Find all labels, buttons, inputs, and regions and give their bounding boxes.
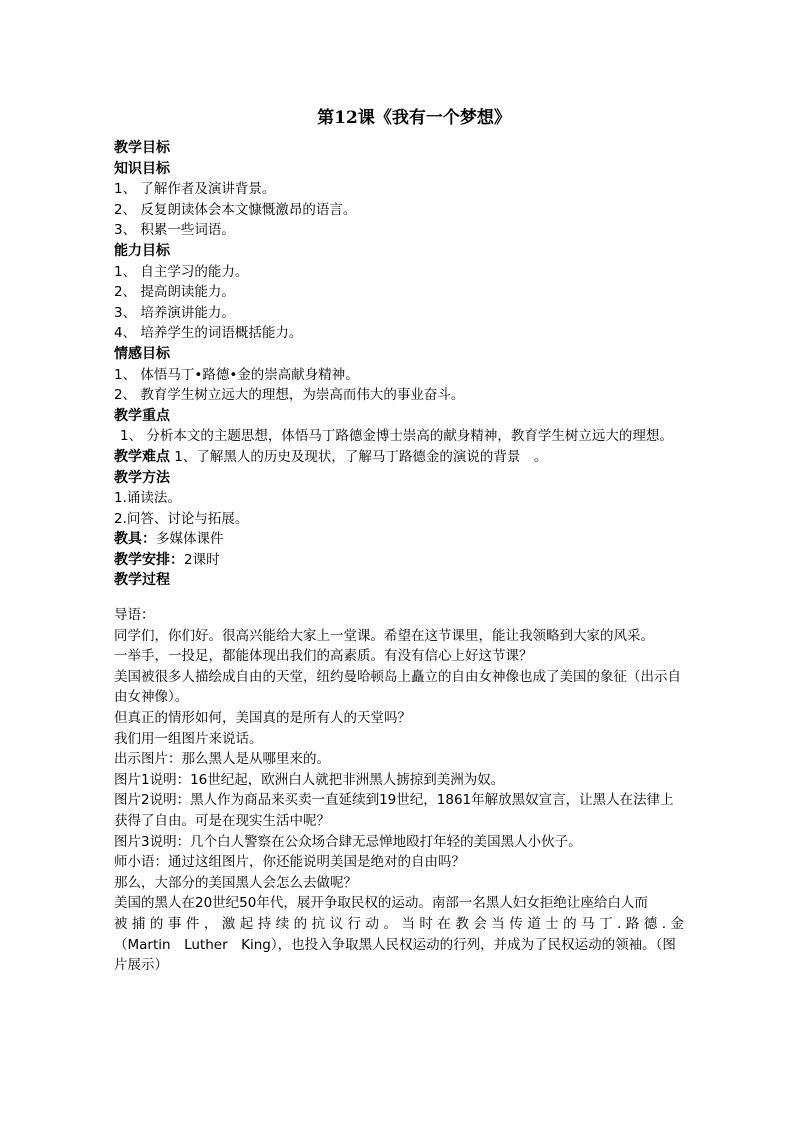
paragraph: （Martin Luther King），也投入争取黑人民权运动的行列，并成为了民权运动的领袖。（图片展示）	[114, 936, 676, 974]
list-item: 2.问答、讨论与拓展。	[114, 510, 249, 527]
tools-text: 多媒体课件	[156, 531, 224, 548]
paragraph: 我们用一组图片来说话。	[114, 730, 263, 747]
paragraph: 导语：	[114, 607, 155, 624]
objectives-heading: 教学目标	[114, 140, 170, 156]
schedule-line	[114, 550, 684, 571]
list-item: 1、 了解作者及演讲背景。	[114, 181, 276, 198]
list-item: 1、 分析本文的主题思想，体悟马丁路德金博士崇高的献身精神，教育学生树立远大的理想。	[120, 428, 673, 445]
list-item: 3、 培养演讲能力。	[114, 304, 235, 321]
paragraph: 师小语：通过这组图片，你还能说明美国是绝对的自由吗？	[114, 854, 465, 871]
key-points-heading: 教学重点	[114, 407, 170, 424]
difficulty-heading: 教学难点	[114, 448, 170, 465]
process-heading: 教学过程	[114, 572, 170, 589]
paragraph: 出示图片：那么黑人是从哪里来的。	[114, 751, 330, 768]
schedule-heading: 教学安排：	[114, 551, 184, 568]
spacer	[114, 591, 684, 605]
paragraph: 图片1说明：16世纪起，欧洲白人就把非洲黑人掳掠到美洲为奴。	[114, 771, 505, 788]
emotion-heading: 情感目标	[114, 345, 170, 362]
difficulty-text: 1、了解黑人的历史及现状，了解马丁路德金的演说的背景 。	[170, 448, 548, 465]
methods-heading: 教学方法	[114, 469, 170, 486]
paragraph: 那么，大部分的美国黑人会怎么去做呢？	[114, 874, 357, 891]
list-item: 1、 自主学习的能力。	[114, 263, 249, 280]
list-item: 2、 提高朗读能力。	[114, 284, 235, 301]
list-item: 2、 教育学生树立远大的理想，为崇高而伟大的事业奋斗。	[114, 387, 465, 404]
list-item: 1.诵读法。	[114, 490, 181, 507]
difficulty-line	[114, 447, 684, 468]
paragraph: 但真正的情形如何，美国真的是所有人的天堂吗？	[114, 710, 411, 727]
paragraph: 美国被很多人描绘成自由的天堂，纽约曼哈顿岛上矗立的自由女神像也成了美国的象征（出示自由女神像）。	[114, 668, 681, 706]
list-item: 4、 培养学生的词语概括能力。	[114, 325, 303, 342]
ability-heading: 能力目标	[114, 242, 170, 259]
paragraph: 图片2说明：黑人作为商品来买卖一直延续到19世纪，1861年解放黑奴宣言，让黑人在法律上获得了自由。可是在现实生活中呢？	[114, 792, 674, 829]
list-item: 3、 积累一些词语。	[114, 222, 235, 239]
paragraph: 图片3说明：几个白人警察在公众场合肆无忌惮地殴打年轻的美国黑人小伙子。	[114, 833, 582, 850]
paragraph: 同学们，你们好。很高兴能给大家上一堂课。希望在这节课里，能让我领略到大家的风采。	[114, 627, 654, 644]
tools-line	[114, 529, 684, 550]
list-item: 1、 体悟马丁•路德•金的崇高献身精神。	[114, 366, 359, 383]
list-item: 2、 反复朗读体会本文慷慨激昂的语言。	[114, 201, 357, 218]
schedule-text: 2课时	[184, 551, 220, 568]
page-title: 第12课《我有一个梦想》	[317, 108, 511, 128]
paragraph: 美国的黑人在20世纪50年代，展开争取民权的运动。南部一名黑人妇女拒绝让座给白人而	[114, 895, 648, 912]
knowledge-heading: 知识目标	[114, 160, 170, 177]
paragraph: 一举手，一投足，都能体现出我们的高素质。有没有信心上好这节课？	[114, 648, 533, 665]
tools-heading: 教具：	[114, 531, 156, 548]
paragraph: 被捕的事件，激起持续的抗议行动。当时在教会当传道士的马丁.路德.金	[114, 915, 684, 932]
document-body	[114, 104, 684, 976]
